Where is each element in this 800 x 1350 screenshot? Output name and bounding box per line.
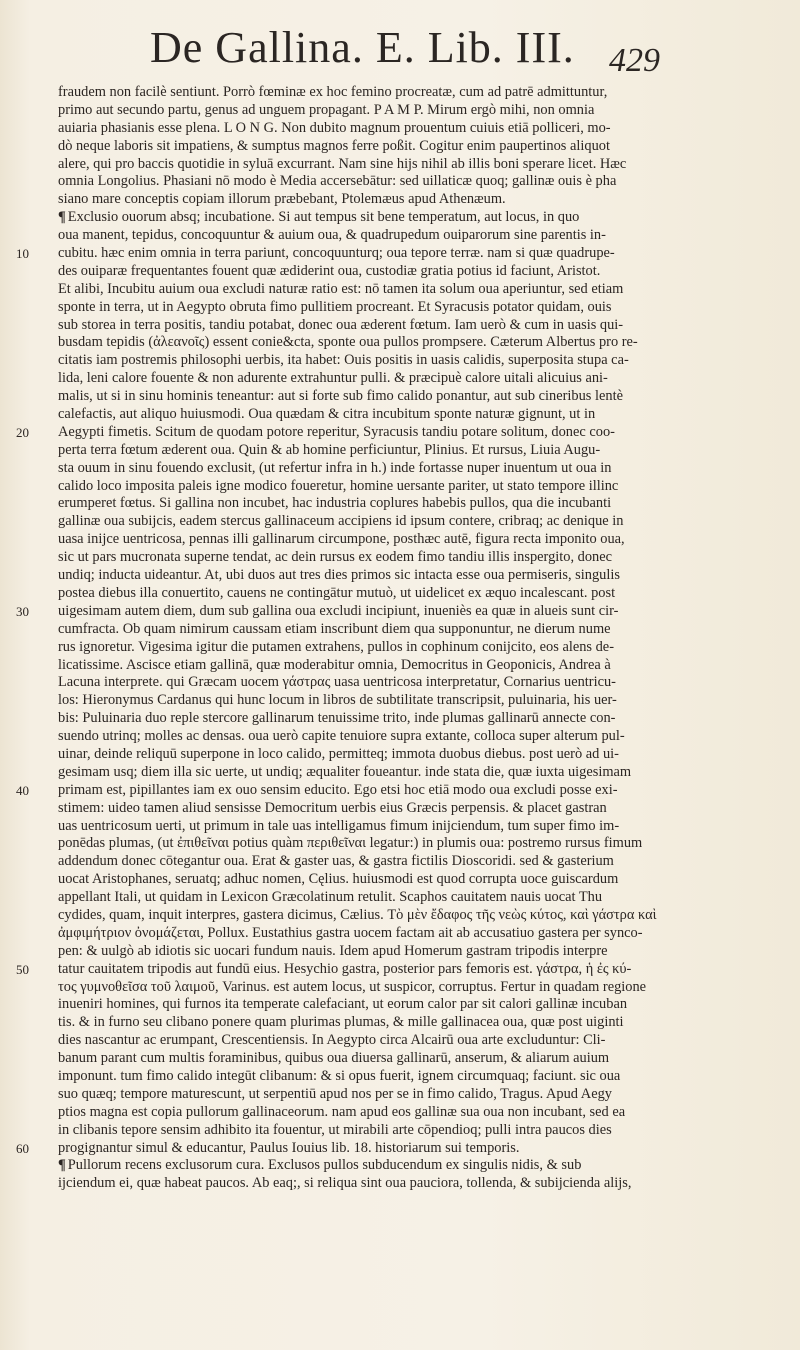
- line-text: lida, leni calore fouente & non adurente extrahuntur pulli. & præcipuè calore uitali alicuius ani-: [58, 370, 608, 387]
- line-text: postea diebus illa conuertito, cauens ne contingātur mutuò, ut uidelicet ex æquo incalescant. post: [58, 584, 616, 601]
- text-line: [16, 960, 670, 979]
- text-line: [58, 317, 670, 335]
- line-text: siano mare conceptis copiam illorum præbebant, Ptolemæus apud Athenæum.: [58, 191, 506, 208]
- paragraph-mark: ¶: [58, 1157, 66, 1174]
- line-text: malis, ut si in sinu hominis teneantur: aut si forte sub fimo calido ponantur, aut sub cineribus lentè: [58, 388, 623, 405]
- text-line: [58, 907, 670, 925]
- text-line: [58, 156, 670, 174]
- line-text: cydides, quam, inquit interpres, gastera dicimus, Cælius. Τὸ μὲν ἔδαφος τῆς νεὼς κύτος, καὶ γάστρα καὶ: [58, 906, 657, 923]
- line-text: τος γυμνοθεῖσα τοῦ λαιμοῦ, Varinus. est autem locus, ut suspicor, corruptus. Fertur in quadam regione: [58, 978, 647, 995]
- line-text: suo quæq; tempore maturescunt, ut serpentiū apud nos per se in fimo calido, Tragus. Apud Aegy: [58, 1085, 612, 1102]
- text-line: [58, 1014, 670, 1032]
- text-line: [58, 657, 670, 675]
- running-title: De Gallina. E. Lib. III.: [150, 23, 575, 72]
- text-line: [58, 925, 670, 943]
- text-line: [58, 996, 670, 1014]
- text-line: [58, 764, 670, 782]
- text-line: [58, 370, 670, 388]
- line-text: ponēdas plumas, (ut ἐπιθεῖναι potius quàm περιθεῖναι legatur:) in plumis oua: postremo rursus fimum: [58, 835, 643, 852]
- line-text: banum parant cum multis foraminibus, quibus oua diuersa gallinarū, anserum, & aliarum auium: [58, 1050, 610, 1067]
- line-text: imponunt. tum fimo calido integūt clibanum: & si opus fuerit, ignem circumquaq; faciunt. sic oua: [58, 1067, 621, 1084]
- line-text: calido loco imposita paleis igne modico foueretur, homine uersante pariter, ut stato tempore illinc: [58, 477, 619, 494]
- line-text: addendum donec cōtegantur oua. Erat & gaster uas, & gastra fictilis Dioscoridi. sed & gasterium: [58, 853, 614, 870]
- line-text: gallinæ oua subijcis, eadem stercus gallinaceum accipiens id ipsum contere, cribraq; ac denique in: [58, 513, 624, 530]
- line-text: fraudem non facilè sentiunt. Porrò fœminæ ex hoc femino procreatæ, cum ad patrē admittuntur,: [58, 84, 608, 100]
- line-number: 30: [16, 603, 29, 619]
- line-text: uinar, deinde reliquū superpone in loco calido, permitteq; immota duobus diebus. post uerò ad ui-: [58, 745, 619, 762]
- text-line: [58, 943, 670, 961]
- text-line: [58, 835, 670, 853]
- text-line: [58, 818, 670, 836]
- text-line: [58, 979, 670, 997]
- page-header: [150, 22, 670, 82]
- line-text: tis. & in furno seu clibano ponere quam plurimas plumas, & mille gallinacea oua, quæ post uiginti: [58, 1014, 624, 1031]
- text-line: [58, 120, 670, 138]
- line-text: dies nascantur ac erumpant, Crescentiensis. In Aegypto circa Alcairū oua arte excluduntur: Cli-: [58, 1032, 606, 1049]
- text-line: [58, 585, 670, 603]
- line-text: in clibanis tepore sensim adhibito ita fouentur, ut mirabili arte cōpendioq; pulli intra paucos dies: [58, 1121, 612, 1138]
- line-text: perta terra fœtum æderent oua. Quin & ab homine perficiuntur, Plinius. Et rursus, Liuia Augu-: [58, 441, 601, 458]
- line-text: bis: Puluinaria duo reple stercore gallinarum tenuissime trito, inde plumas gallinarū annecte con-: [58, 710, 616, 727]
- text-line: [58, 889, 670, 907]
- line-text: Lacuna interprete. qui Græcam uocem γάστρας uasa uentricosa interpretatur, Cornarius uentricu-: [58, 674, 616, 691]
- line-text: oua manent, tepidus, concoquuntur & auium oua, & quadrupedum ouiparorum sine parentis in-: [58, 227, 606, 244]
- line-text: gesimam usq; diem illa sic uerte, ut undiq; æqualiter foueantur. inde stata die, quæ iuxta uigesimam: [58, 763, 632, 780]
- line-text: Et alibi, Incubitu auium oua excludi naturæ ratio est: nō tamen ita solum oua aperiuntur, sed etiam: [58, 280, 624, 297]
- line-text: sponte in terra, ut in Aegypto obruta fimo pullitiem procreant. Et Syracusis potator quidam, ouis: [58, 298, 612, 315]
- text-line: [58, 567, 670, 585]
- line-text: stimem: uideo tamen aliud sensisse Democritum uerbis eius Græcis perpensis. & placet gastran: [58, 799, 607, 816]
- line-text: sta ouum in sinu fouendo exclusit, (ut refertur infra in h.) inde fortasse nuper inuentum ut oua in: [58, 459, 612, 476]
- text-line: [58, 692, 670, 710]
- text-line: [58, 299, 670, 317]
- text-line: [58, 621, 670, 639]
- text-line: [58, 531, 670, 549]
- line-text: Aegypti fimetis. Scitum de quodam potore reperitur, Syracusis tandiu potare solitum, donec coo-: [58, 423, 615, 440]
- text-line: [16, 423, 670, 442]
- text-line: [58, 478, 670, 496]
- text-line: [58, 1122, 670, 1140]
- line-number: 60: [16, 1140, 29, 1156]
- line-text: uigesimam autem diem, dum sub gallina oua excludi incipiunt, inueniès ea quæ in alueis sunt cir-: [58, 602, 619, 619]
- text-line: [58, 1175, 670, 1193]
- line-text: busdam tepidis (ἀλεανοῖς) essent conie&cta, sponte oua pullos prompsere. Cæterum Albertus pro re-: [58, 334, 638, 351]
- text-line: [58, 442, 670, 460]
- text-line: [58, 495, 670, 513]
- line-text: los: Hieronymus Cardanus qui hunc locum in libros de subtilitate transcripsit, puluinaria, his uer-: [58, 692, 617, 709]
- text-line: [58, 871, 670, 889]
- line-text: ἀμφιμήτριον ὀνομάζεται, Pollux. Eustathius gastra uocem factam ait ab accusatiuo gastera per synco-: [58, 924, 643, 941]
- line-text: uas uentricosum uerti, ut primum in tale uas intelligamus fimum inijciendum, tum super fimo im-: [58, 817, 620, 834]
- text-line: [58, 1104, 670, 1122]
- line-number: 10: [16, 246, 29, 262]
- line-text: alere, qui pro baccis quotidie in syluā excurrant. Nam sine hijs nihil ab illis boni sperare licet. Hæc: [58, 155, 627, 172]
- line-text: progignantur simul & educantur, Paulus Iouius lib. 18. historiarum sui temporis.: [58, 1139, 520, 1156]
- line-text: tatur cauitatem tripodis aut fundū eius. Hesychio gastra, posterior pars femoris est. γάστρα, ἡ ἐς κύ-: [58, 960, 632, 977]
- text-line: [16, 1139, 670, 1158]
- line-text: sic ut pars mucronata superne tendat, ac dein rursus ex eodem fimo tandiu illis inspergito, donec: [58, 549, 613, 566]
- text-line: [16, 781, 670, 800]
- text-line: [58, 406, 670, 424]
- text-line: [16, 602, 670, 621]
- text-line: [58, 710, 670, 728]
- text-line: [58, 549, 670, 567]
- line-text: calefactis, aut aliquo huiusmodi. Oua quædam & citra incubitum sponte naturæ gignunt, ut in: [58, 406, 596, 423]
- line-text: ijciendum ei, quæ habeat paucos. Ab eaq;, si reliqua sint oua pauciora, tollenda, & subijcienda alijs,: [58, 1175, 632, 1192]
- line-text: cumfracta. Ob quam nimirum caussam etiam inscribunt diem qua supponuntur, ne dierum nume: [58, 620, 611, 637]
- line-text: rus ignoretur. Vigesima igitur die putamen extrahens, pullos in cophinum conijcito, eos alens de-: [58, 638, 614, 655]
- text-line: [58, 191, 670, 209]
- line-text: suendo utrinq; molles ac densas. oua uerò capite tenuiore supra extante, colloca super alterum pul-: [58, 728, 625, 745]
- text-line: [58, 853, 670, 871]
- line-text: sub storea in terra positis, tandiu potabat, donec oua æderent fœtum. Iam uerò & cum in uasis qui-: [58, 316, 624, 333]
- line-text: appellant Itali, ut quidam in Lexicon Græcolatinum retulit. Scaphos cauitatem nauis uocat Thu: [58, 889, 603, 906]
- text-line: [58, 1086, 670, 1104]
- text-line: [58, 674, 670, 692]
- line-text: Pullorum recens exclusorum cura. Exclusos pullos subducendum ex singulis nidis, & sub: [67, 1157, 582, 1174]
- text-line: [58, 728, 670, 746]
- line-text: auiaria phasianis esse plena. L O N G. Non dubito magnum prouentum cuiuis etiā polliceri, mo-: [58, 119, 611, 136]
- text-line: [58, 227, 670, 245]
- line-text: pen: & uulgò ab idiotis sic uocari fundum nauis. Idem apud Homerum gastram tripodis interpre: [58, 942, 608, 959]
- line-text: primo aut secundo partu, genus ad unguem propagant. P A M P. Mirum ergò mihi, non omnia: [58, 101, 595, 118]
- line-text: undiq; inducta uideantur. At, ubi duos aut tres dies primos sic intacta esse oua permiseris, singulis: [58, 567, 620, 584]
- text-line: [58, 352, 670, 370]
- text-line: [58, 138, 670, 156]
- line-text: ptios magna est copia pullorum gallinaceorum. nam apud eos gallinæ sua oua non incubant, sed ea: [58, 1103, 626, 1120]
- text-line: [16, 245, 670, 263]
- line-text: dò neque laboris sit impatiens, & sumptus magnos ferre poßit. Cogitur enim paupertinos aliquot: [58, 137, 610, 154]
- text-line: [58, 102, 670, 120]
- text-line: [58, 1068, 670, 1086]
- text-line: [58, 800, 670, 818]
- line-text: primam est, pipillantes iam ex ouo sensim educito. Ego etsi hoc etiā modo oua excludi posse exi-: [58, 781, 618, 798]
- text-line: [58, 281, 670, 299]
- body-text: [16, 84, 670, 1193]
- text-line: [58, 263, 670, 281]
- line-text: des ouiparæ frequentantes fouent quæ ædiderint oua, custodiæ gratia potius id faciunt, Aristot.: [58, 262, 601, 279]
- text-line: [58, 173, 670, 191]
- line-text: omnia Longolius. Phasiani nō modo è Media accersebātur: sed uillaticæ quoq; gallinæ ouis è pha: [58, 173, 617, 190]
- line-text: Exclusio ouorum absq; incubatione. Si aut tempus sit bene temperatum, aut locus, in quo: [67, 209, 580, 226]
- text-line: [58, 84, 670, 102]
- line-text: citatis iam postremis philosophi uerbis, ita habet: Ouis positis in uasis calidis, superposita stupa ca-: [58, 352, 629, 369]
- line-text: uasa inijce uentricosa, pennas illi gallinarum circumpone, posthæc autē, figura recta imponito oua,: [58, 531, 625, 548]
- line-text: inueniri homines, qui furnos ita temperate calefaciant, ut eorum calor par sit calori gallinæ incuban: [58, 996, 628, 1013]
- text-line: [58, 746, 670, 764]
- text-line: [58, 639, 670, 657]
- text-line: [58, 209, 670, 227]
- text-line: [58, 1032, 670, 1050]
- text-line: [58, 513, 670, 531]
- text-line: [58, 1157, 670, 1175]
- line-text: uocat Aristophanes, seruatq; adhuc nomen, Cęlius. huiusmodi est quod corrupta uoce guiscardum: [58, 871, 619, 888]
- text-line: [58, 334, 670, 352]
- page-number: 429: [609, 42, 660, 79]
- line-number: 40: [16, 782, 29, 798]
- text-line: [58, 1050, 670, 1068]
- text-line: [58, 460, 670, 478]
- line-number: 50: [16, 961, 29, 977]
- line-number: 20: [16, 424, 29, 440]
- text-line: [58, 388, 670, 406]
- paragraph-mark: ¶: [58, 209, 66, 226]
- line-text: cubitu. hæc enim omnia in terra pariunt, concoquunturq; oua tepore terræ. nam si quæ quadrupe-: [58, 245, 615, 262]
- line-text: licatissime. Ascisce etiam gallinā, quæ moderabitur omnia, Democritus in Geoponicis, Andrea à: [58, 656, 611, 673]
- line-text: erumperet fœtus. Si gallina non incubet, hac industria coplures habebis pullos, qua die incubanti: [58, 495, 612, 512]
